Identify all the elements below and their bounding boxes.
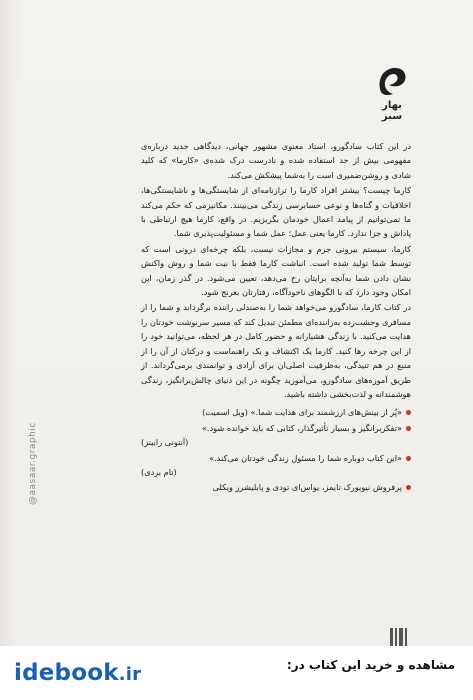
endorsement-item [141, 480, 411, 494]
store-footer-text: مشاهده و خرید این کتاب در: [286, 658, 455, 672]
endorsement-item [141, 405, 411, 419]
bullet-icon [406, 410, 411, 415]
publisher-name: بهار سبز [381, 100, 403, 122]
store-logo[interactable] [14, 656, 141, 690]
endorsement-item [141, 451, 411, 480]
endorsement-text: «تفکربرانگیز و بسیار تأثیرگذار، کتابی که باید خوانده شود.» [201, 422, 402, 433]
endorsement-source: (تام بردی) [141, 466, 177, 477]
bullet-icon [406, 456, 411, 461]
bullet-icon [406, 485, 411, 490]
endorsement-item [141, 421, 411, 450]
store-footer-banner[interactable] [0, 646, 473, 700]
endorsement-source: (آنتونی رابینز) [141, 437, 189, 448]
endorsement-text: «این کتاب دوباره شما را مسئول زندگی خودتان می‌کند.» [209, 452, 402, 463]
bestseller-note: پرفروش نیویورک تایمز، یواس‌ای تودی و پابلیشرز ویکلی [212, 482, 402, 493]
paragraph: کارما چیست؟ بیشتر افراد کارما را ترازنامه‌ای از شایستگی‌ها و ناشایستگی‌ها، اخلاقیات و گناه‌ها و نوعی حسابرسی زندگی می‌بینند. مکانیزمی که حکم می‌کند ما نمی‌توانیم از پیامد اعمال خودمان بگریزیم. در واقع، کارما هیچ ارتباطی با پاداش و جزا ندارد. کارما یعنی عمل؛ عمل شما و مسئولیت‌پذیری شما. [141, 185, 411, 239]
endorsement-text: «پُر از بینش‌های ارزشمند برای هدایت شما.» (ویل اسمیت) [202, 407, 402, 418]
paragraph: در این کتاب سادگورو، استاد معنوی مشهور جهانی، دیدگاهی جدید درباره‌ی مفهومی بیش از حد استفاده شده و نادرست درک شده‌ی «کارما» که کلید شادی و روشن‌ضمیری است را به‌شما پیشکش می‌کند. [141, 141, 411, 180]
store-logo-tld: .ir [118, 664, 142, 685]
bullet-icon [406, 426, 411, 431]
blurb [141, 139, 411, 496]
endorsements-list [141, 405, 411, 494]
paragraph: کارما، سیستم بیرونی جرم و مجازات نیست، بلکه چرخه‌ای درونی است که توسط شما تولید شده است. انباشت کارما فقط با نیت شما و روش واکنش نشان دادن شما به‌آنچه برایتان رخ می‌دهد، تعیین می‌شود. در گذر زمان، این امکان وجود دارد که با الگوهای ناخودآگاه، رفتارتان بغرنج شود. [141, 243, 411, 298]
paragraph: در کتاب کارما، سادگورو می‌خواهد شما را به‌صندلی راننده برگرداند و شما را از مسافری وحشت‌زده به‌راننده‌ای مطمئن تبدیل کند که مسیر سرنوشت خودتان را هدایت می‌کنید. با زندگی هشیارانه و حضور کامل در هر لحظه، می‌توانید خود را از این چرخه رها کنید. کارما یک اکتشاف و یک راهنماست و درکتان از آن را از منبع در هم تنیدگی، به‌ظرفیت اصلی‌ان برای آزادی و توانمندی برمی‌گرداند. از طریق آموزه‌های سادگورو، می‌آموزید چگونه در این دنیای چالش‌برانگیز، زندگی هوشمندانه و لذت‌بخشی داشته باشید. [141, 302, 411, 399]
publisher-logo [371, 62, 413, 122]
spine-edge [0, 0, 18, 700]
publisher-emblem-icon [375, 62, 409, 98]
designer-watermark: @aasaar.graphic [28, 422, 38, 505]
store-logo-name: idebook [14, 660, 119, 686]
